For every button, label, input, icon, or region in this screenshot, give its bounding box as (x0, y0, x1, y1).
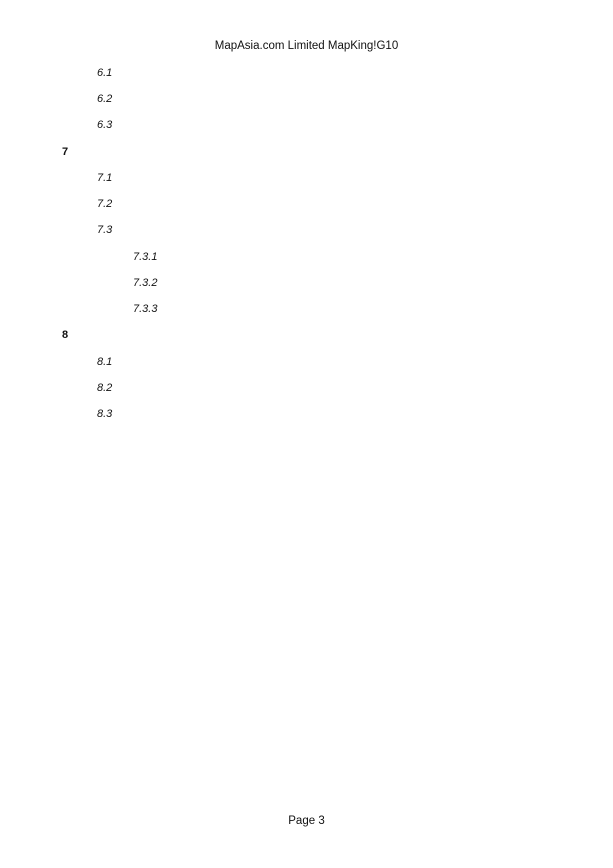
toc-entry-number: 7.3.2 (133, 277, 158, 289)
toc-entry-number: 8.3 (97, 408, 113, 420)
toc-entry-number: 7.1 (97, 172, 113, 184)
toc-entry-number: 6.2 (97, 93, 113, 105)
toc-entry-number: 7.3.3 (133, 303, 158, 315)
toc-entry-number: 7.3 (97, 224, 113, 236)
toc-entry-number: 8.1 (97, 356, 113, 368)
toc-entry-number: 6.3 (97, 119, 113, 131)
toc-entry-number: 8.2 (97, 382, 113, 394)
toc-entry-number: 7.2 (97, 198, 113, 210)
toc-entry-number: 7.3.1 (133, 251, 158, 263)
toc-entry-number: 7 (62, 146, 69, 158)
toc-entry-number: 6.1 (97, 67, 113, 79)
page-header: MapAsia.com Limited MapKing!G10 (214, 40, 399, 52)
toc-entry-number: 8 (62, 329, 69, 341)
page-footer: Page 3 (288, 815, 325, 827)
